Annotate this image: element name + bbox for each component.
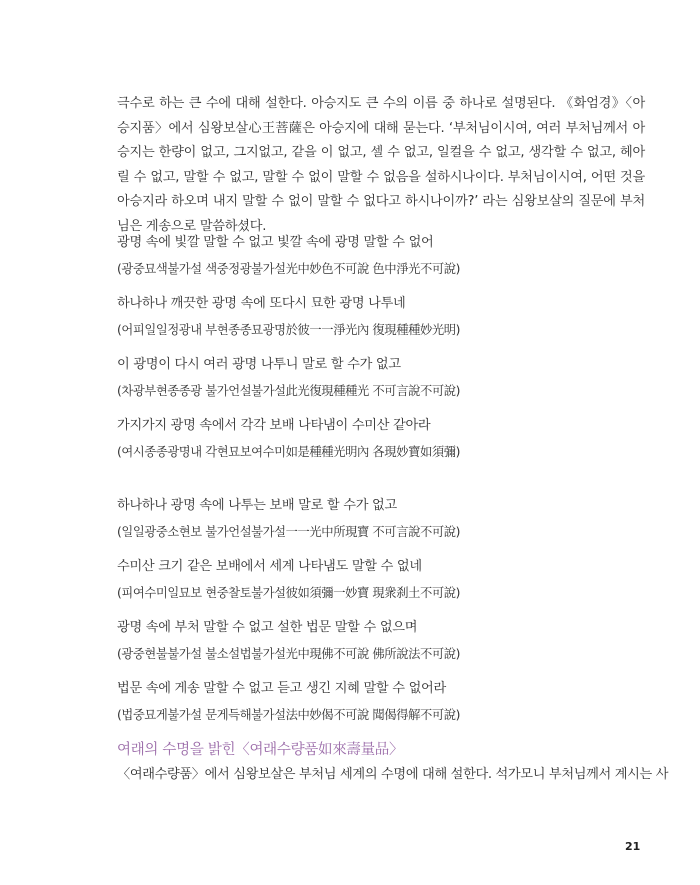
verse-item: [117, 557, 647, 603]
verse-item: [117, 294, 647, 340]
verse-item: [117, 618, 647, 664]
verse-korean: 하나하나 광명 속에 나투는 보배 말로 할 수가 없고: [117, 498, 397, 513]
verse-reading: (여시종종광명내 각현묘보여수미如是種種光明內 各現妙寶如須彌): [117, 445, 461, 459]
intro-section: [117, 92, 645, 240]
verse-item: [117, 355, 647, 401]
intro-paragraph: 극수로 하는 큰 수에 대해 설한다. 아승지도 큰 수의 이름 중 하나로 설명된다. 《화엄경》〈아승지품〉에서 심왕보살心王菩薩은 아승지에 대해 묻는다. ‘부처님이시여, 여러 부처님께서 아승지는 한량이 없고, 그지없고, 같을 이 없고, 셀 수 없고, 일컬을 수 없고, 생각할 수 없고, 헤아릴 수 없고, 말할 수 없고, 말할 수 없이 말할 수 없음을 설하시나이다. 부처님이시여, 어떤 것을 아승지라 하오며 내지 말할 수 없이 말할 수 없다고 하시나이까?’ 라는 심왕보살의 질문에 부처님은 게송으로 말씀하셨다.: [117, 96, 645, 234]
page-number: 21: [625, 840, 641, 853]
verse-list: [117, 233, 647, 725]
section-body-text: 〈여래수량품〉에서 심왕보살은 부처님 세계의 수명에 대해 설한다. 석가모니 부처님께서 계시는 사: [117, 767, 669, 782]
verse-item: [117, 233, 647, 279]
verse-item: [117, 416, 647, 462]
verse-korean: 법문 속에 게송 말할 수 없고 듣고 생긴 지혜 말할 수 없어라: [117, 681, 446, 696]
verse-reading: (피여수미일묘보 현중찰토불가설彼如須彌一妙寶 現衆刹土不可說): [117, 586, 461, 600]
verse-korean: 광명 속에 부처 말할 수 없고 설한 법문 말할 수 없으며: [117, 620, 418, 635]
verse-reading: (광중현불불가설 불소설법불가설光中現佛不可說 佛所說法不可說): [117, 647, 461, 661]
section-heading: 여래의 수명을 밝힌〈여래수량품如來壽量品〉: [117, 742, 404, 758]
verse-reading: (차광부현종종광 불가언설불가설此光復現種種光 不可言說不可說): [117, 384, 461, 398]
verse-korean: 가지가지 광명 속에서 각각 보배 나타냄이 수미산 같아라: [117, 418, 431, 433]
verse-korean: 이 광명이 다시 여러 광명 나투니 말로 할 수가 없고: [117, 357, 401, 372]
verse-item: [117, 679, 647, 725]
verse-reading: (일일광중소현보 불가언설불가설一一光中所現寶 不可言說不可說): [117, 525, 461, 539]
verse-reading: (법중묘게불가설 문게득해불가설法中妙偈不可說 聞偈得解不可說): [117, 708, 461, 722]
verse-korean: 광명 속에 빛깔 말할 수 없고 빛깔 속에 광명 말할 수 없어: [117, 235, 434, 250]
verse-item: [117, 496, 647, 542]
verse-reading: (광중묘색불가설 색중정광불가설光中妙色不可說 色中淨光不可說): [117, 262, 461, 276]
verse-reading: (어피일일정광내 부현종종묘광명於彼一一淨光內 復現種種妙光明): [117, 323, 461, 337]
verse-korean: 하나하나 깨끗한 광명 속에 또다시 묘한 광명 나투네: [117, 296, 406, 311]
verse-korean: 수미산 크기 같은 보배에서 세계 나타냄도 말할 수 없네: [117, 559, 422, 574]
